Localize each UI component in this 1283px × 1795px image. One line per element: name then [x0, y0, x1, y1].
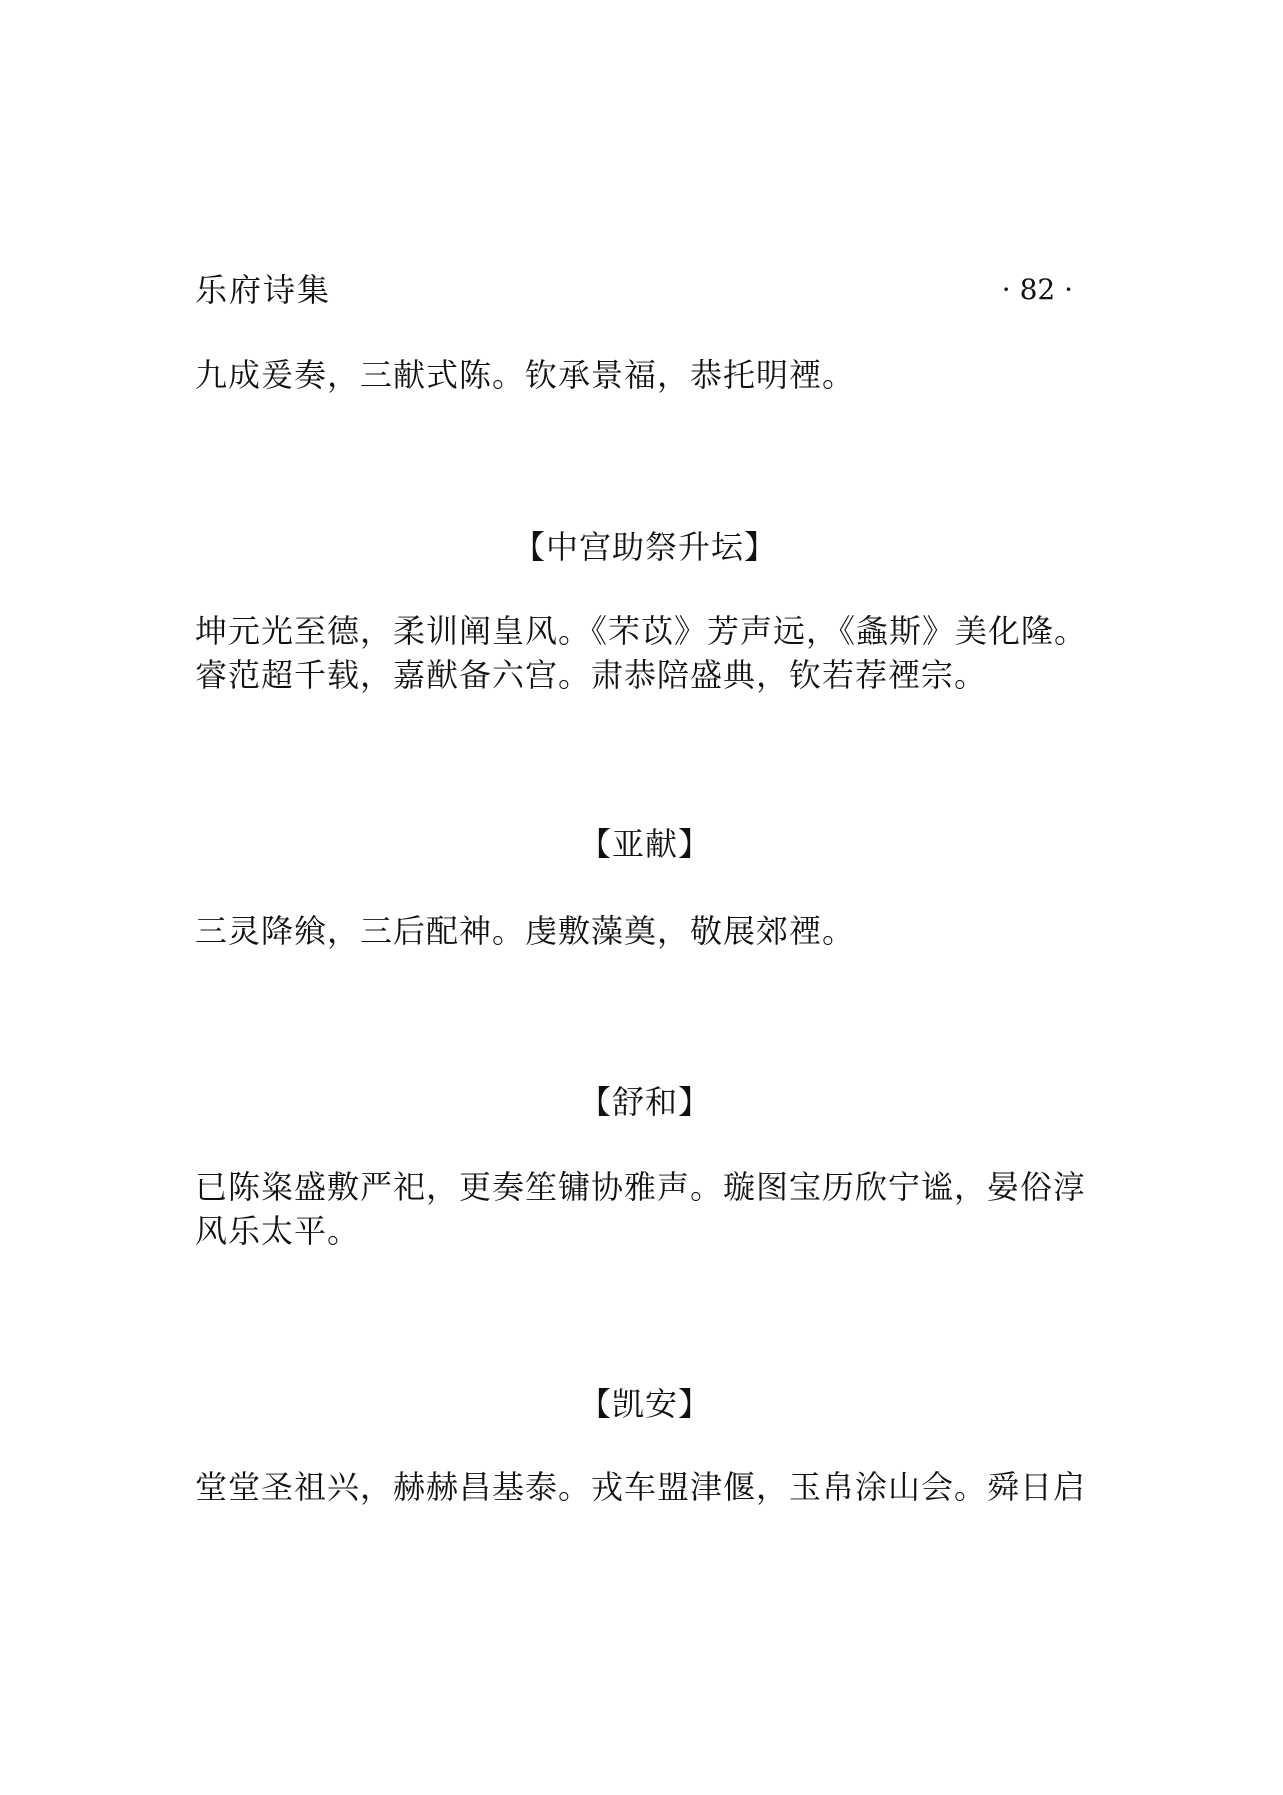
section-heading-kaian: 【凯安】	[578, 1385, 711, 1423]
verse-line: 堂堂圣祖兴，赫赫昌基泰。戎车盟津偃，玉帛涂山会。舜日启	[195, 1468, 1087, 1506]
verse-line: 九成爰奏，三献式陈。钦承景福，恭托明禋。	[195, 356, 856, 394]
section-heading-zhonggong: 【中宫助祭升坛】	[512, 528, 777, 566]
section-heading-yaxian: 【亚献】	[578, 825, 711, 863]
verse-line: 已陈粢盛敷严祀，更奏笙镛协雅声。璇图宝历欣宁谧，晏俗淳	[195, 1168, 1087, 1206]
verse-paragraph-5	[195, 1465, 1095, 1509]
verse-line: 坤元光至德，柔训阐皇风。《芣苡》芳声远，《螽斯》美化隆。	[195, 612, 1088, 650]
verse-line: 睿范超千载，嘉猷备六宫。肃恭陪盛典，钦若荐禋宗。	[195, 656, 988, 694]
section-heading-shuhe: 【舒和】	[578, 1083, 711, 1121]
page-number: · 82 ·	[1001, 273, 1073, 306]
verse-paragraph-4	[195, 1165, 1095, 1253]
verse-paragraph-3	[195, 909, 1095, 953]
verse-line: 三灵降飨，三后配神。虔敷藻奠，敬展郊禋。	[195, 912, 856, 950]
running-header-title: 乐府诗集	[195, 271, 332, 309]
verse-line: 风乐太平。	[195, 1212, 361, 1250]
verse-paragraph-1	[195, 353, 1095, 397]
verse-paragraph-2	[195, 609, 1095, 697]
